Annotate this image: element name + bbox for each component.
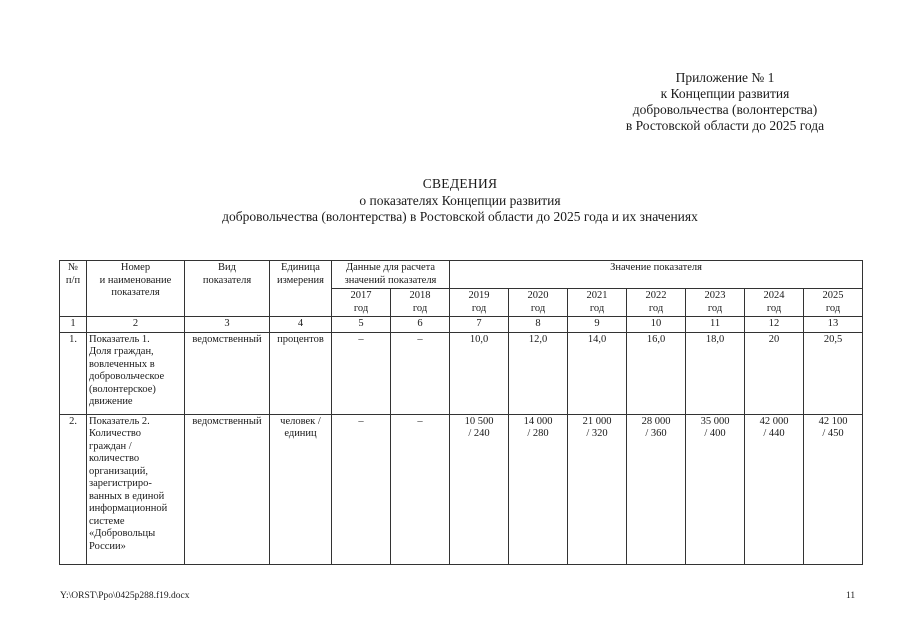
heading-subtitle: о показателях Концепции развития bbox=[359, 192, 561, 208]
indicator-value: 12,0 bbox=[509, 332, 568, 414]
column-number: 13 bbox=[804, 317, 863, 333]
appendix-header bbox=[560, 70, 890, 134]
column-number: 7 bbox=[450, 317, 509, 333]
indicator-value: 42 100 / 450 bbox=[804, 414, 863, 564]
indicator-value: 16,0 bbox=[627, 332, 686, 414]
header-year: 2024 год bbox=[745, 289, 804, 317]
header-year: 2025 год bbox=[804, 289, 863, 317]
header-calc-group: Данные для расчета значений показателя bbox=[332, 261, 450, 289]
header-row-1 bbox=[60, 261, 863, 289]
header-year: 2021 год bbox=[568, 289, 627, 317]
row-number: 2. bbox=[60, 414, 87, 564]
indicator-value: 20 bbox=[745, 332, 804, 414]
heading-subtitle: добровольчества (волонтерства) в Ростовской области до 2025 года и их значениях bbox=[222, 209, 698, 224]
header-value-group: Значение показателя bbox=[450, 261, 863, 289]
indicator-value: 10,0 bbox=[450, 332, 509, 414]
column-number: 12 bbox=[745, 317, 804, 333]
row-number: 1. bbox=[60, 332, 87, 414]
header-year: 2019 год bbox=[450, 289, 509, 317]
header-year: 2020 год bbox=[509, 289, 568, 317]
header-unit: Единица измерения bbox=[270, 261, 332, 317]
footer-file-path: Y:\ORST\Ppo\0425p288.f19.docx bbox=[60, 591, 190, 601]
indicator-name: Показатель 2. Количество граждан / количество организаций, зарегистриро- ванных в единой информационной системе «Добровольцы России» bbox=[87, 414, 185, 564]
indicator-value: – bbox=[332, 332, 391, 414]
header-year: 2018 год bbox=[391, 289, 450, 317]
header-year: 2023 год bbox=[686, 289, 745, 317]
header-year: 2017 год bbox=[332, 289, 391, 317]
indicator-value: 10 500 / 240 bbox=[450, 414, 509, 564]
indicator-unit: процентов bbox=[270, 332, 332, 414]
footer-page-number: 11 bbox=[846, 591, 856, 601]
indicator-value: – bbox=[332, 414, 391, 564]
column-number: 9 bbox=[568, 317, 627, 333]
appendix-title: Приложение № 1 bbox=[675, 70, 775, 85]
column-number: 6 bbox=[391, 317, 450, 333]
document-heading bbox=[60, 176, 860, 226]
indicator-value: – bbox=[391, 332, 450, 414]
indicator-value: – bbox=[391, 414, 450, 564]
indicator-value: 20,5 bbox=[804, 332, 863, 414]
indicators-table bbox=[59, 260, 863, 565]
indicator-value: 14 000 / 280 bbox=[509, 414, 568, 564]
column-number: 4 bbox=[270, 317, 332, 333]
indicator-value: 18,0 bbox=[686, 332, 745, 414]
column-number: 1 bbox=[60, 317, 87, 333]
indicator-value: 14,0 bbox=[568, 332, 627, 414]
indicator-name: Показатель 1. Доля граждан, вовлеченных в добровольческое (волонтерское) движение bbox=[87, 332, 185, 414]
appendix-line: добровольчества (волонтерства) bbox=[632, 102, 818, 117]
indicator-value: 35 000 / 400 bbox=[686, 414, 745, 564]
table-row bbox=[60, 332, 863, 414]
column-number: 8 bbox=[509, 317, 568, 333]
column-number: 2 bbox=[87, 317, 185, 333]
column-number-row bbox=[60, 317, 863, 333]
header-year: 2022 год bbox=[627, 289, 686, 317]
column-number: 10 bbox=[627, 317, 686, 333]
indicator-unit: человек / единиц bbox=[270, 414, 332, 564]
indicator-kind: ведомственный bbox=[185, 414, 270, 564]
column-number: 3 bbox=[185, 317, 270, 333]
appendix-line: к Концепции развития bbox=[660, 86, 790, 101]
header-kind: Вид показателя bbox=[185, 261, 270, 317]
column-number: 5 bbox=[332, 317, 391, 333]
header-name: Номер и наименование показателя bbox=[87, 261, 185, 317]
column-number: 11 bbox=[686, 317, 745, 333]
indicator-value: 21 000 / 320 bbox=[568, 414, 627, 564]
indicator-value: 42 000 / 440 bbox=[745, 414, 804, 564]
header-num: № п/п bbox=[60, 261, 87, 317]
indicator-kind: ведомственный bbox=[185, 332, 270, 414]
appendix-line: в Ростовской области до 2025 года bbox=[625, 118, 825, 133]
indicator-value: 28 000 / 360 bbox=[627, 414, 686, 564]
table-row bbox=[60, 414, 863, 564]
heading-title: СВЕДЕНИЯ bbox=[422, 176, 498, 191]
